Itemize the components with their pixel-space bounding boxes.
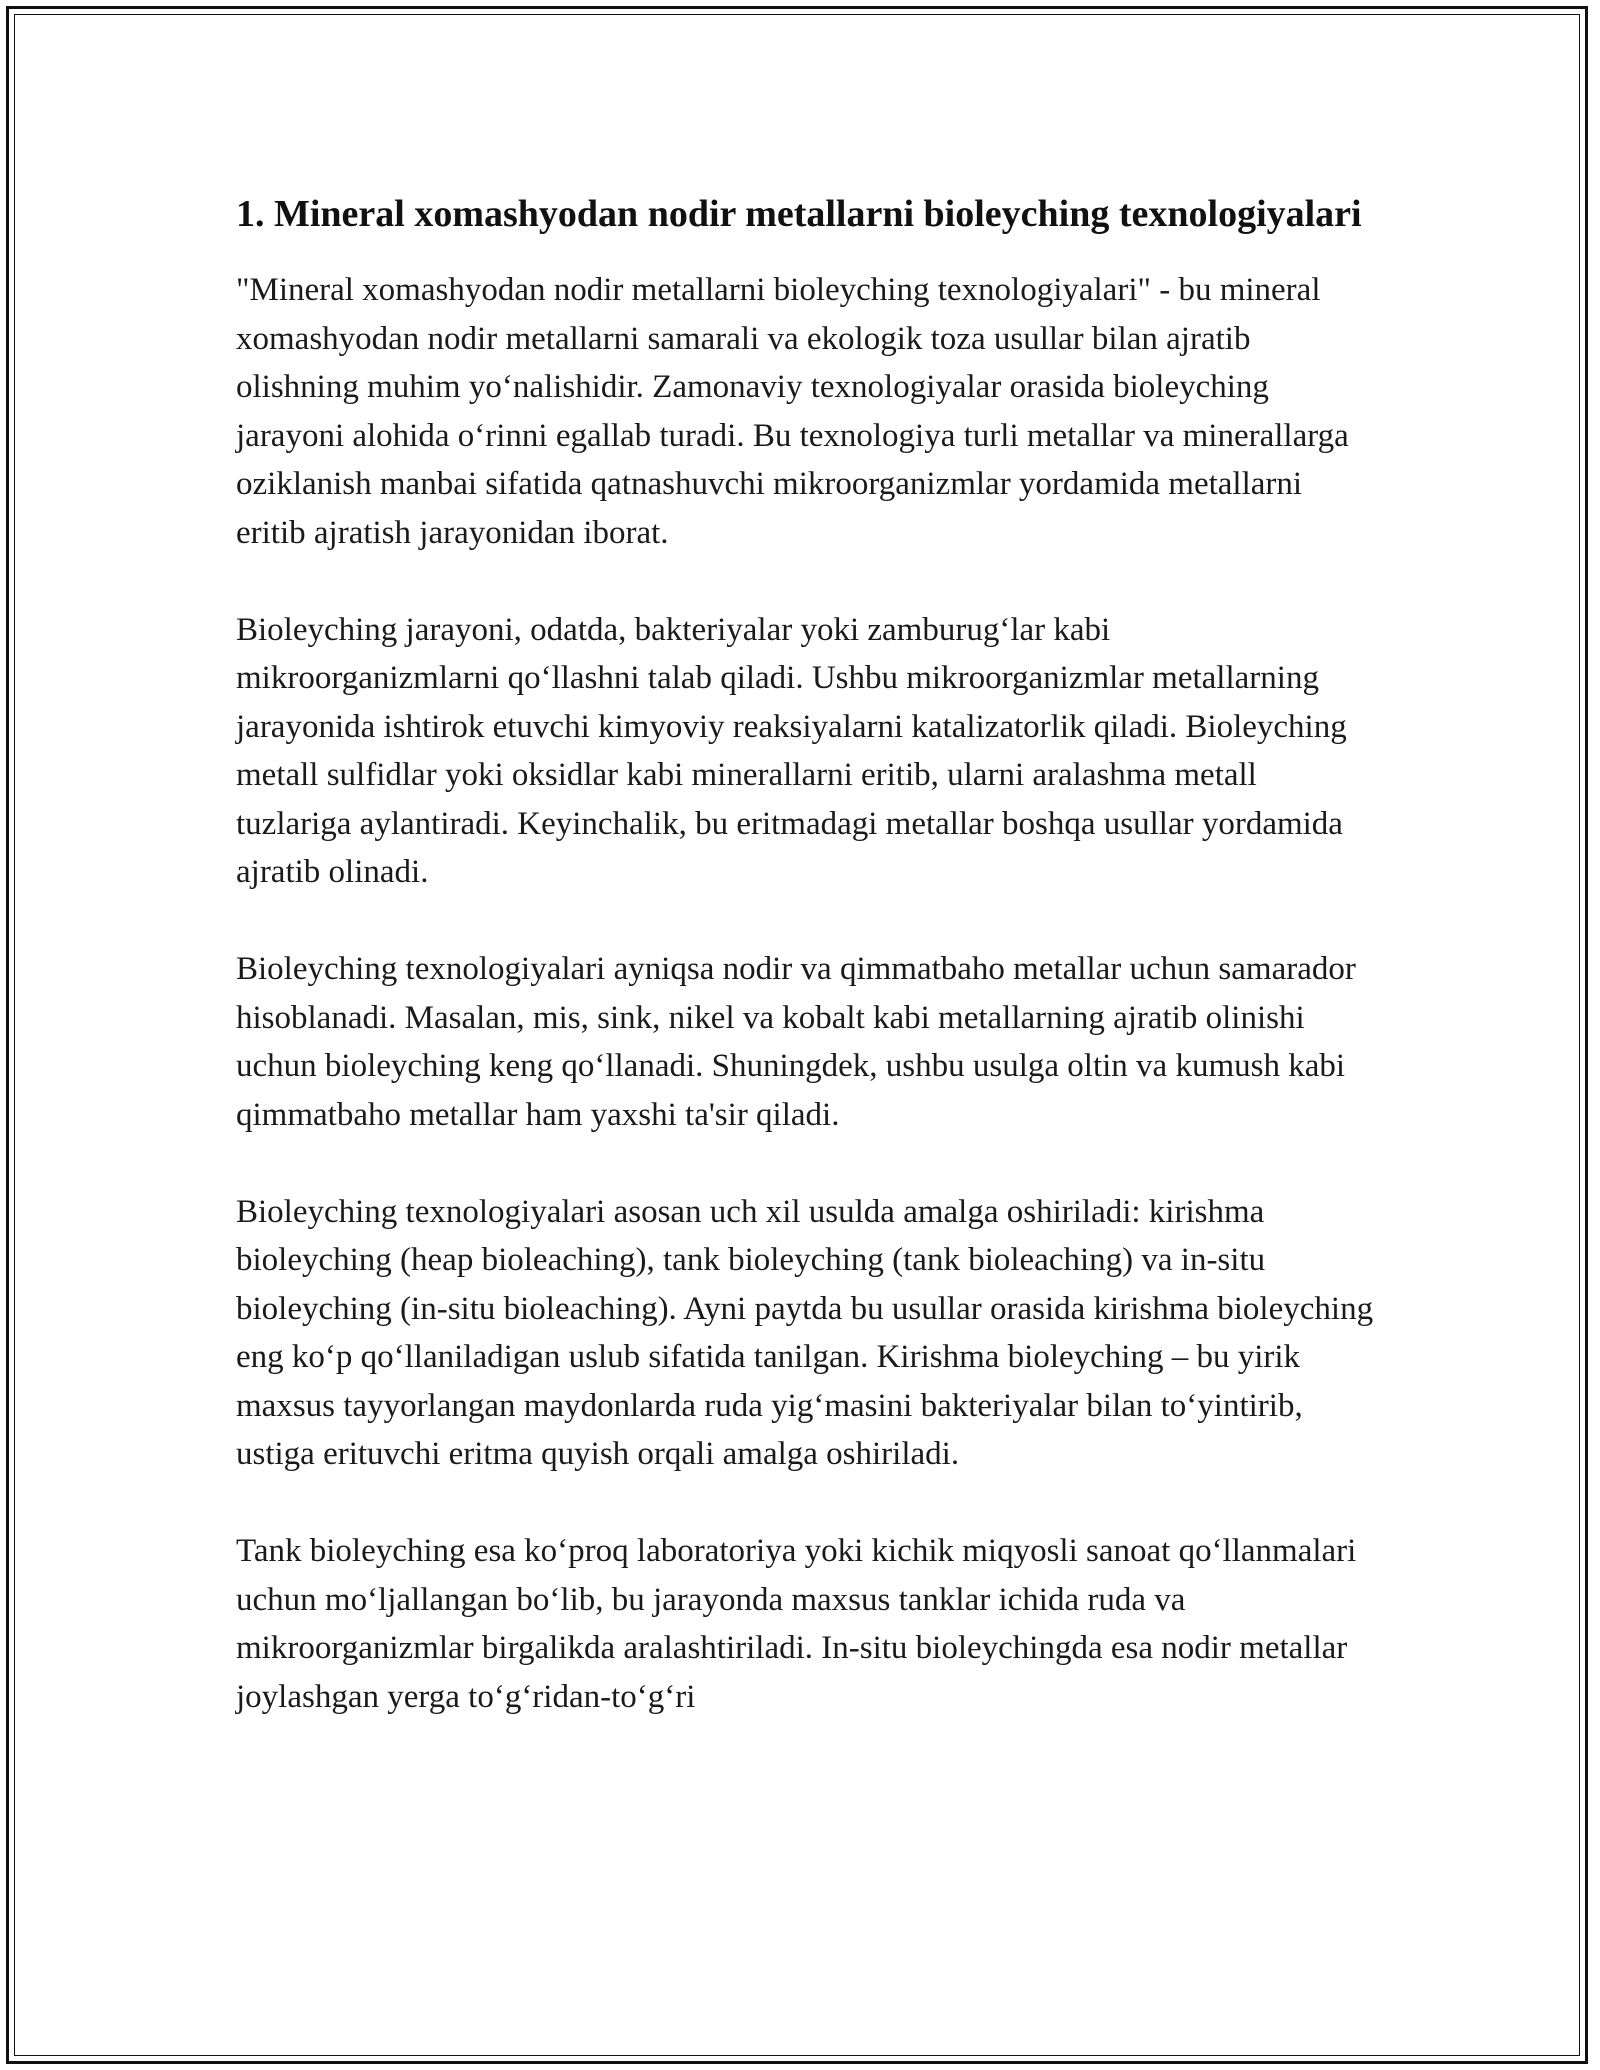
paragraph-1: "Mineral xomashyodan nodir metallarni bioleyching texnologiyalari" - bu mineral xomashyodan nodir metallarni samarali va ekologik toza usullar bilan ajratib olishning muhim yo‘nalishidir. Zamonaviy texnologiyalar orasida bioleyching jarayoni alohida o‘rinni egallab turadi. Bu texnologiya turli metallar va minerallarga oziklanish manbai sifatida qatnashuvchi mikroorganizmlar yordamida metallarni eritib ajratish jarayonidan iborat. xyxy=(236,272,1349,551)
document-body xyxy=(236,186,1376,1770)
paragraph-5: Tank bioleyching esa ko‘proq laboratoriya yoki kichik miqyosli sanoat qo‘llanmalari uchun mo‘ljallangan bo‘lib, bu jarayonda maxsus tanklar ichida ruda va mikroorganizmlar birgalikda aralashtiriladi. In-situ bioleychingda esa nodir metallar joylashgan yerga to‘g‘ridan-to‘g‘ri xyxy=(236,1533,1357,1715)
paragraph-2: Bioleyching jarayoni, odatda, bakteriyalar yoki zamburug‘lar kabi mikroorganizmlarni qo‘llashni talab qiladi. Ushbu mikroorganizmlar metallarning jarayonida ishtirok etuvchi kimyoviy reaksiyalarni katalizatorlik qiladi. Bioleyching metall sulfidlar yoki oksidlar kabi minerallarni eritib, ularni aralashma metall tuzlariga aylantiradi. Keyinchalik, bu eritmadagi metallar boshqa usullar yordamida ajratib olinadi. xyxy=(236,611,1347,890)
paragraph-3: Bioleyching texnologiyalari ayniqsa nodir va qimmatbaho metallar uchun samarador hisoblanadi. Masalan, mis, sink, nikel va kobalt kabi metallarning ajratib olinishi uchun bioleyching keng qo‘llanadi. Shuningdek, ushbu usulga oltin va kumush kabi qimmatbaho metallar ham yaxshi ta'sir qiladi. xyxy=(236,951,1356,1133)
paragraph-4: Bioleyching texnologiyalari asosan uch xil usulda amalga oshiriladi: kirishma bioleyching (heap bioleaching), tank bioleyching (tank bioleaching) va in-situ bioleyching (in-situ bioleaching). Ayni paytda bu usullar orasida kirishma bioleyching eng ko‘p qo‘llaniladigan uslub sifatida tanilgan. Kirishma bioleyching – bu yirik maxsus tayyorlangan maydonlarda ruda yig‘masini bakteriyalar bilan to‘yintirib, ustiga erituvchi eritma quyish orqali amalga oshiriladi. xyxy=(236,1193,1374,1472)
section-heading: 1. Mineral xomashyodan nodir metallarni bioleyching texnologiyalari xyxy=(236,193,1362,235)
